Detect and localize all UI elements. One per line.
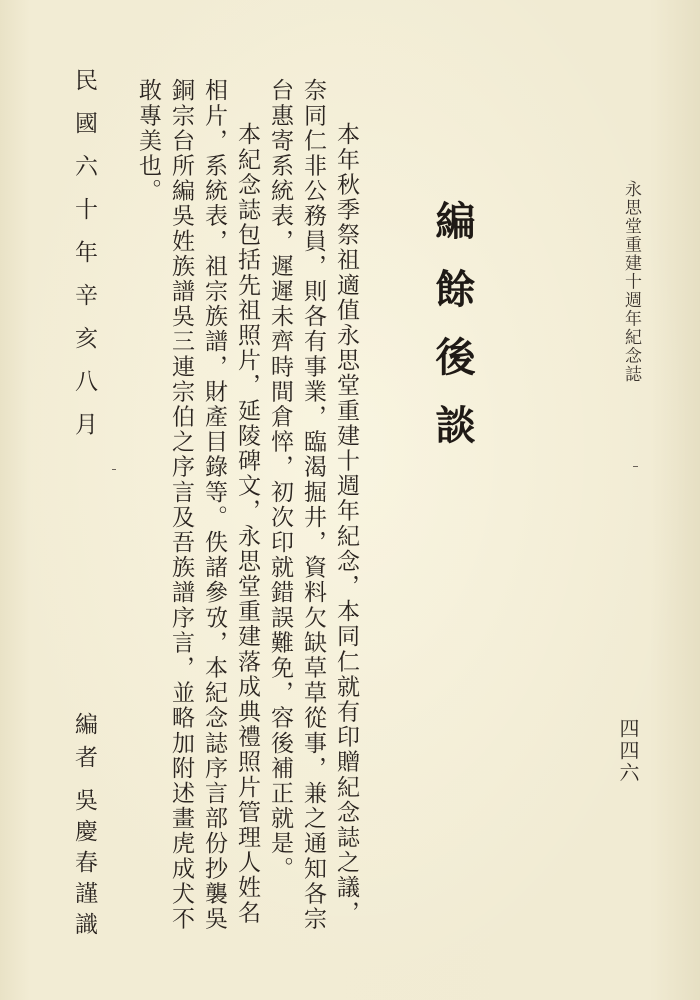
body-column-4: 本紀念誌包括先祖照片，延陵碑文，永思堂重建落成典禮照片管理人姓名: [234, 122, 260, 926]
body-column-5: 相片，系統表，祖宗族譜，財產目錄等。佚諸參攷，本紀念誌序言部份抄襲吳: [201, 78, 227, 932]
body-column-7: 敢專美也。: [135, 78, 161, 204]
print-mark: [112, 469, 116, 470]
print-mark: [633, 466, 638, 467]
editor-signature: 吳慶春謹識: [71, 788, 97, 943]
body-column-1: 本年秋季祭祖適值永思堂重建十週年紀念，本同仁就有印贈紀念誌之議，: [333, 122, 359, 926]
body-column-6: 銅宗台所編吳姓族譜吳三連宗伯之序言及吾族譜序言，並略加附述畫虎成犬不: [168, 78, 194, 932]
date-line: 民國六十年辛亥八月: [71, 68, 97, 455]
body-column-2: 奈同仁非公務員，則各有事業，臨渴掘井，資料欠缺草草從事，兼之通知各宗: [300, 78, 326, 932]
running-head: 永思堂重建十週年紀念誌: [621, 180, 641, 384]
editor-label: 編者: [71, 712, 97, 778]
page-title: 編餘後談: [429, 200, 476, 472]
page-number: 四四六: [616, 718, 640, 784]
body-column-3: 台惠寄系統表，遲遲未齊時間倉悴，初次印就錯誤難免，容後補正就是。: [267, 78, 293, 882]
